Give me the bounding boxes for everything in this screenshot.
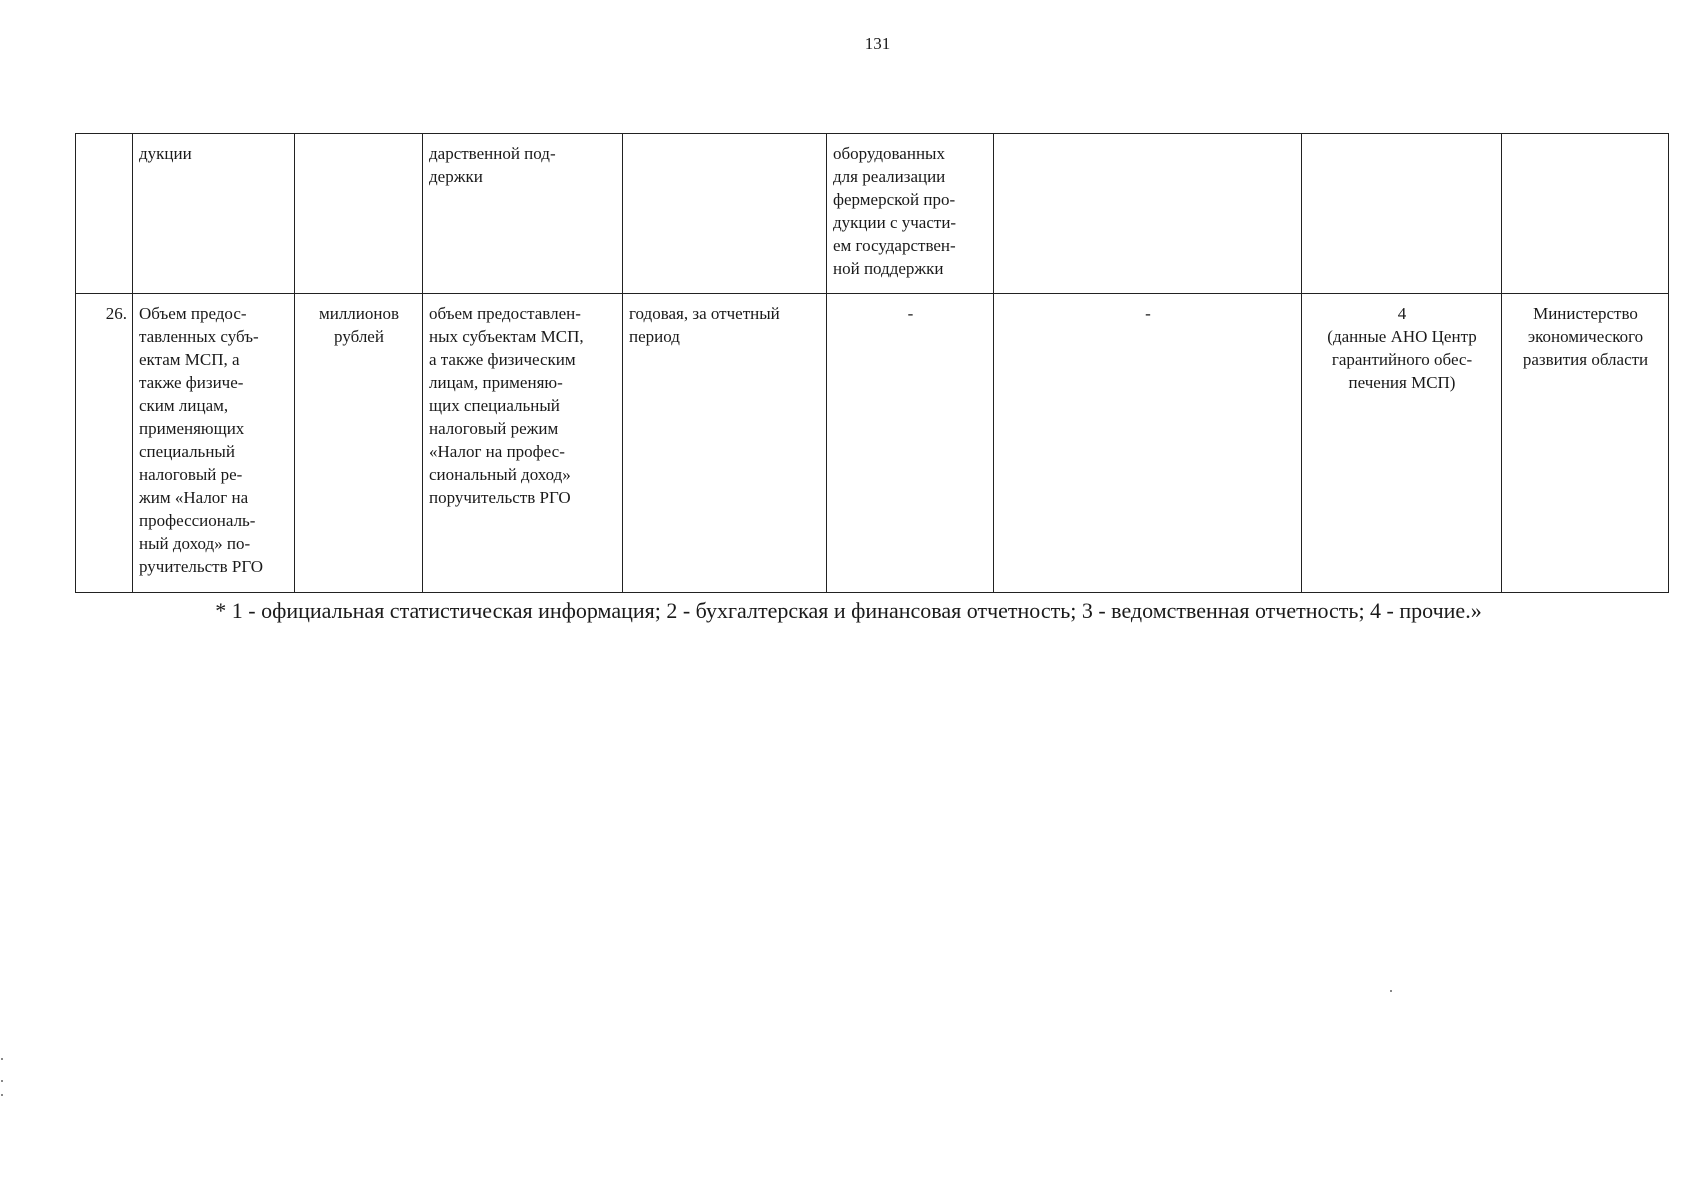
cell-formula-text: - — [1145, 304, 1151, 323]
table-row-continuation — [76, 134, 1669, 294]
cell-name — [133, 134, 295, 294]
cell-unit — [295, 134, 423, 294]
row-number: 26. — [105, 304, 127, 323]
table-row-26 — [76, 294, 1669, 593]
cell-responsible — [1502, 294, 1669, 593]
indicators-table — [75, 133, 1669, 593]
footnote: * 1 - официальная статистическая информация; 2 - бухгалтерская и финансовая отчетность; 3 - ведомственная отчетность; 4 - прочие.» — [215, 598, 1482, 623]
scan-speck — [1, 1080, 3, 1082]
cell-unit — [295, 294, 423, 593]
cell-periodicity-text: годовая, за отчетный период — [629, 304, 780, 346]
cell-source — [1302, 294, 1502, 593]
cell-periodicity — [623, 294, 827, 593]
cell-number — [76, 134, 133, 294]
cell-source — [1302, 134, 1502, 294]
cell-definition — [423, 134, 623, 294]
cell-indicator — [827, 134, 994, 294]
cell-name-text: Объем предос- тавленных субъ- ектам МСП, а также физиче- ским лицам, применяющих специальный налоговый ре- жим «Налог на профессиональ- ный доход» по- ручительств РГО — [139, 304, 264, 576]
page-number: 131 — [864, 34, 891, 53]
cell-responsible — [1502, 134, 1669, 294]
cell-formula — [994, 294, 1302, 593]
cell-source-text: 4 (данные АНО Центр гарантийного обес- печения МСП) — [1327, 304, 1477, 392]
cell-name-text: дукции — [139, 144, 192, 163]
scan-speck — [1, 1094, 3, 1096]
cell-unit-text: миллионов рублей — [318, 304, 400, 346]
cell-responsible-text: Министерство экономического развития области — [1522, 304, 1649, 369]
cell-definition — [423, 294, 623, 593]
cell-formula — [994, 134, 1302, 294]
cell-indicator-text: оборудованных для реализации фермерской про- дукции с участи- ем государствен- ной поддержки — [833, 144, 957, 278]
cell-name — [133, 294, 295, 593]
scan-speck — [1390, 990, 1392, 992]
cell-definition-text: дарственной под- держки — [429, 144, 556, 186]
cell-indicator — [827, 294, 994, 593]
cell-definition-text: объем предоставлен- ных субъектам МСП, а также физическим лицам, применяю- щих специальный налоговый режим «Налог на профес- сиональный доход» поручительств РГО — [429, 304, 584, 507]
scan-speck — [1, 1058, 3, 1060]
cell-number — [76, 294, 133, 593]
cell-indicator-text: - — [907, 304, 914, 323]
cell-periodicity — [623, 134, 827, 294]
